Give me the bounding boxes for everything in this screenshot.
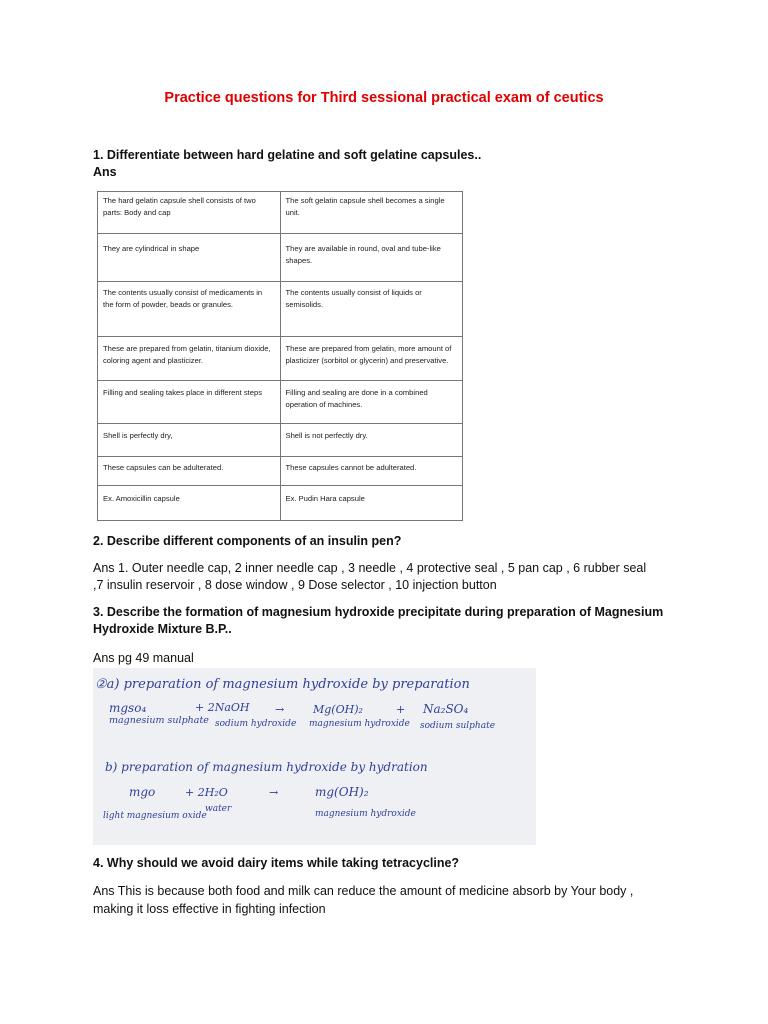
table-cell: Shell is not perfectly dry. xyxy=(280,424,463,457)
table-cell: These are prepared from gelatin, titanium dioxide, coloring agent and plasticizer. xyxy=(98,337,281,381)
answer-4-line-2: making it loss effective in fighting infection xyxy=(93,902,326,916)
hw-a-name-3: magnesium hydroxide xyxy=(309,719,410,729)
question-1: 1. Differentiate between hard gelatine and soft gelatine capsules.. xyxy=(93,148,482,162)
hw-a-arrow: → xyxy=(275,703,285,716)
table-cell: Ex. Amoxicillin capsule xyxy=(98,486,281,521)
capsule-comparison-table xyxy=(97,191,463,521)
answer-4-line-1: Ans This is because both food and milk can reduce the amount of medicine absorb by Your body , xyxy=(93,884,634,898)
question-2: 2. Describe different components of an insulin pen? xyxy=(93,534,402,548)
hw-a-plus: + xyxy=(396,703,406,716)
table-cell: Filling and sealing takes place in different steps xyxy=(98,381,281,424)
hw-a-product-1: Mg(OH)₂ xyxy=(313,703,363,716)
table-cell: These capsules cannot be adulterated. xyxy=(280,457,463,486)
handwritten-notes-image xyxy=(93,668,536,845)
question-3-line-1: 3. Describe the formation of magnesium hydroxide precipitate during preparation of Magnesium xyxy=(93,605,664,619)
hw-b-name-3: magnesium hydroxide xyxy=(315,809,416,819)
hw-a-name-1: magnesium sulphate xyxy=(109,715,209,726)
table-cell: Filling and sealing are done in a combined operation of machines. xyxy=(280,381,463,424)
table-row xyxy=(98,424,463,457)
table-row xyxy=(98,457,463,486)
answer-2-line-2: ,7 insulin reservoir , 8 dose window , 9 Dose selector , 10 injection button xyxy=(93,578,497,592)
table-cell: They are cylindrical in shape xyxy=(98,234,281,282)
table-cell: The contents usually consist of liquids or semisolids. xyxy=(280,282,463,337)
table-cell: They are available in round, oval and tube-like shapes. xyxy=(280,234,463,282)
table-row xyxy=(98,282,463,337)
page-title: Practice questions for Third sessional practical exam of ceutics xyxy=(164,90,604,106)
hw-a-reactant-1: mgso₄ xyxy=(109,701,147,715)
table-row xyxy=(98,486,463,521)
question-4: 4. Why should we avoid dairy items while taking tetracycline? xyxy=(93,856,460,870)
table-row xyxy=(98,234,463,282)
table-cell: Ex. Pudin Hara capsule xyxy=(280,486,463,521)
hw-b-product: mg(OH)₂ xyxy=(315,785,369,799)
hw-b-name-2: water xyxy=(205,804,232,814)
table-row xyxy=(98,381,463,424)
hw-a-product-2: Na₂SO₄ xyxy=(423,702,469,716)
answer-2-line-1: Ans 1. Outer needle cap, 2 inner needle cap , 3 needle , 4 protective seal , 5 pan cap , 6 rubber seal xyxy=(93,561,647,575)
table-cell: Shell is perfectly dry, xyxy=(98,424,281,457)
hw-b-reactant-1: mgo xyxy=(129,785,156,799)
table-row xyxy=(98,192,463,234)
handwritten-notes-drawing xyxy=(93,668,536,845)
hw-b-reactant-2: + 2H₂O xyxy=(185,786,228,799)
table-cell: These capsules can be adulterated. xyxy=(98,457,281,486)
hw-a-reactant-2: + 2NaOH xyxy=(195,701,250,714)
hw-b-arrow: → xyxy=(269,786,279,799)
hw-a-name-2: sodium hydroxide xyxy=(215,719,297,729)
table-cell: The soft gelatin capsule shell becomes a single unit. xyxy=(280,192,463,234)
hw-heading-b: b) preparation of magnesium hydroxide by hydration xyxy=(105,760,428,774)
table-cell: These are prepared from gelatin, more amount of plasticizer (sorbitol or glycerin) and preservative. xyxy=(280,337,463,381)
hw-b-name-1: light magnesium oxide xyxy=(103,811,207,821)
question-3-line-2: Hydroxide Mixture B.P.. xyxy=(93,622,232,636)
answer-3: Ans pg 49 manual xyxy=(93,651,194,665)
table-row xyxy=(98,337,463,381)
table-cell: The contents usually consist of medicaments in the form of powder, beads or granules. xyxy=(98,282,281,337)
table-cell: The hard gelatin capsule shell consists of two parts: Body and cap xyxy=(98,192,281,234)
hw-heading-a: ②a) preparation of magnesium hydroxide by preparation xyxy=(95,677,470,692)
answer-label: Ans xyxy=(93,165,117,179)
hw-a-name-4: sodium sulphate xyxy=(420,721,496,731)
